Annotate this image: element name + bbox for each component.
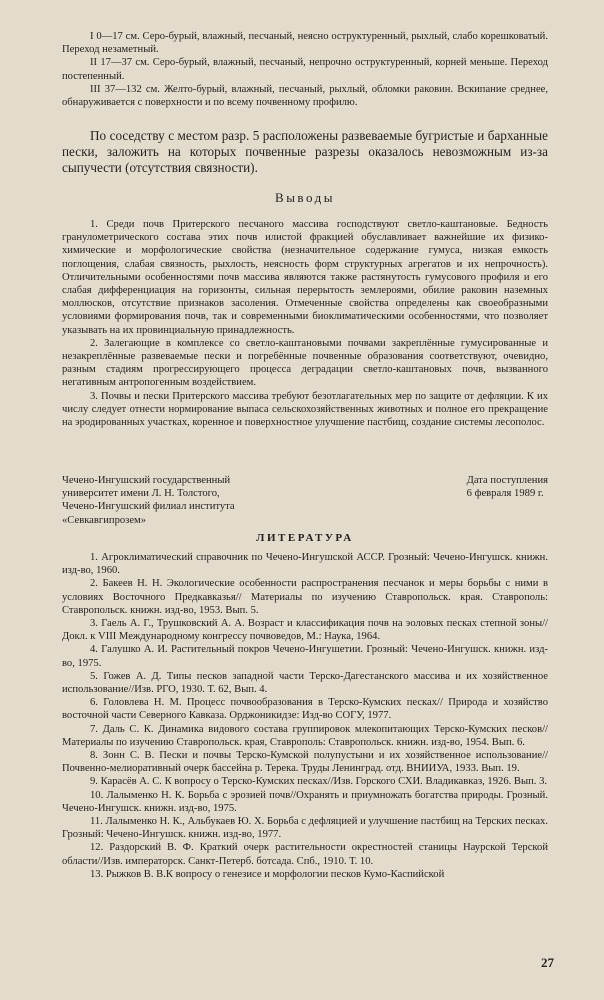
reference-list (62, 551, 548, 881)
conclusion-3: 3. Почвы и пески Притерского массива требуют безотлагательных мер по защите от дефляции. К их числу следует отнести нормирование выпаса сельскохозяйственных животных и полное его прекращение на эродированных участках, коренное и поверхностное улучшение пастбищ, создание системы лесополос. (62, 390, 548, 429)
affiliation: Чечено-Ингушский государственный университет имени Л. Н. Толстого, Чечено-Ингушский филиал института «Севкавгипрозем» (62, 475, 235, 526)
reference-item: 12. Раздорский В. Ф. Краткий очерк растительности окрестностей станицы Наурской Терской области//Изв. императорск. Санкт-Петерб. ботсада. Спб., 1910. Т. 10. (62, 842, 548, 867)
horizon-1: I 0—17 см. Серо-бурый, влажный, песчаный, неясно оструктуренный, рыхлый, слабо корешковатый. Переход незаметный. (62, 31, 548, 56)
reference-item: 11. Лалыменко Н. К., Альбукаев Ю. Х. Борьба с дефляцией и улучшение пастбищ на Терских песках. Грозный: Чечено-Ингушск. книжн. изд-во, 1977. (62, 816, 548, 841)
reference-item: 8. Зонн С. В. Пески и почвы Терско-Кумской полупустыни и их хозяйственное использование//Почвенно-мелиоративный очерк бассейна р. Терека. Труды Ленинград. отд. ВНИИУА, 1933. Вып. 19. (62, 750, 548, 775)
reference-item: 3. Гаель А. Г., Трушковский А. А. Возраст и классификация почв на эоловых песках степной зоны//Докл. к VIII Международному конгрессу почвоведов, М.: Наука, 1964. (62, 618, 548, 643)
reference-item: 2. Бакеев Н. Н. Экологические особенности распространения песчанок и меры борьбы с ними в условиях Восточного Предкавказья// Материалы по изучению Ставропольск. края. Ставрополь: Ставропольск. книжн. изд-во, 1953. Вып. 5. (62, 578, 548, 616)
reference-item: 6. Головлева Н. М. Процесс почвообразования в Терско-Кумских песках// Природа и хозяйство восточной части Северного Кавказа. Орджоникидзе: Изд-во СОГУ, 1977. (62, 697, 548, 722)
conclusion-1: 1. Среди почв Притерского песчаного массива господствуют светло-каштановые. Бедность гранулометрического состава этих почв илистой фракцией обуславливает важнейшие их физико-химические и морфологические свойства (незначительное содержание гумуса, низкая емкость поглощения, слабая связность, рыхлость, неясность форм структурных агрегатов и их непрочность). Отличительными особенностями почв массива являются также растянутость гумусового профиля и его слабая дифференциация на горизонты, сильная перерытость землероями, обилие раковин наземных моллюсков, отсутствие признаков засоления. Отмеченные свойства определены как своеобразными условиями формирования почв, так и современными биоклиматическими особенностями, что позволяет указывать на их провинциальную принадлежность. (62, 219, 548, 336)
neighborhood-paragraph: По соседству с местом разр. 5 расположены развеваемые бугристые и барханные пески, заложить на которых почвенные разрезы оказалось невозможным из-за сыпучести (отсутствия связности). (62, 128, 548, 175)
soil-profile-description (62, 30, 548, 109)
reference-item: 9. Карасёв А. С. К вопросу о Терско-Кумских песках//Изв. Горского СХИ. Владикавказ, 1926. Вып. 3. (90, 776, 548, 788)
reference-item: 7. Даль С. К. Динамика видового состава группировок млекопитающих Терско-Кумских песков//Материалы по изучению Ставропольск. края, Ставрополь: Ставропольск. книжн. изд-во, 1954. Вып. 6. (62, 723, 548, 748)
reference-item: 4. Галушко А. И. Растительный покров Чечено-Ингушетии. Грозный: Чечено-Ингушск. книжн. изд-во, 1975. (62, 644, 548, 669)
literature-heading: ЛИТЕРАТУРА (256, 532, 354, 544)
reference-item: 13. Рыжков В. В.К вопросу о генезисе и морфологии песков Кумо-Каспийской (90, 868, 445, 880)
conclusion-2: 2. Залегающие в комплексе со светло-каштановыми почвами закреплённые гумусированные и незакреплённые развеваемые пески и погребённые почвенные образования соответствуют, очевидно, разным стадиям прогрессирующего процесса деградации светло-каштановых почв, вызванного негативным антропогенным воздействием. (62, 337, 548, 389)
reference-item: 1. Агроклиматический справочник по Чечено-Ингушской АССР. Грозный: Чечено-Ингушск. книжн. изд-во, 1960. (62, 552, 548, 577)
conclusions-heading: Выводы (275, 190, 335, 205)
affiliation-block (62, 474, 548, 527)
reference-item: 5. Гожев А. Д. Типы песков западной части Терско-Дагестанского массива и их хозяйственное использование//Изв. РГО, 1930. Т. 62, Вып. 4. (62, 670, 548, 696)
reference-item: 10. Лалыменко Н. К. Борьба с эрозией почв//Охранять и приумножать богатства природы. Грозный. Чечено-Ингушск. книжн. изд-во, 1975. (62, 789, 548, 814)
conclusions-section (62, 218, 548, 429)
received-date: Дата поступления 6 февраля 1989 г. (466, 475, 548, 500)
horizon-3: III 37—132 см. Желто-бурый, влажный, песчаный, рыхлый, обломки раковин. Вскипание среднее, обнаруживается с поверхности и по всему почвенному профилю. (62, 83, 548, 109)
page-number: 27 (541, 955, 554, 970)
horizon-2: II 17—37 см. Серо-бурый, влажный, песчаный, непрочно оструктуренный, корней меньше. Переход постепенный. (62, 57, 548, 82)
